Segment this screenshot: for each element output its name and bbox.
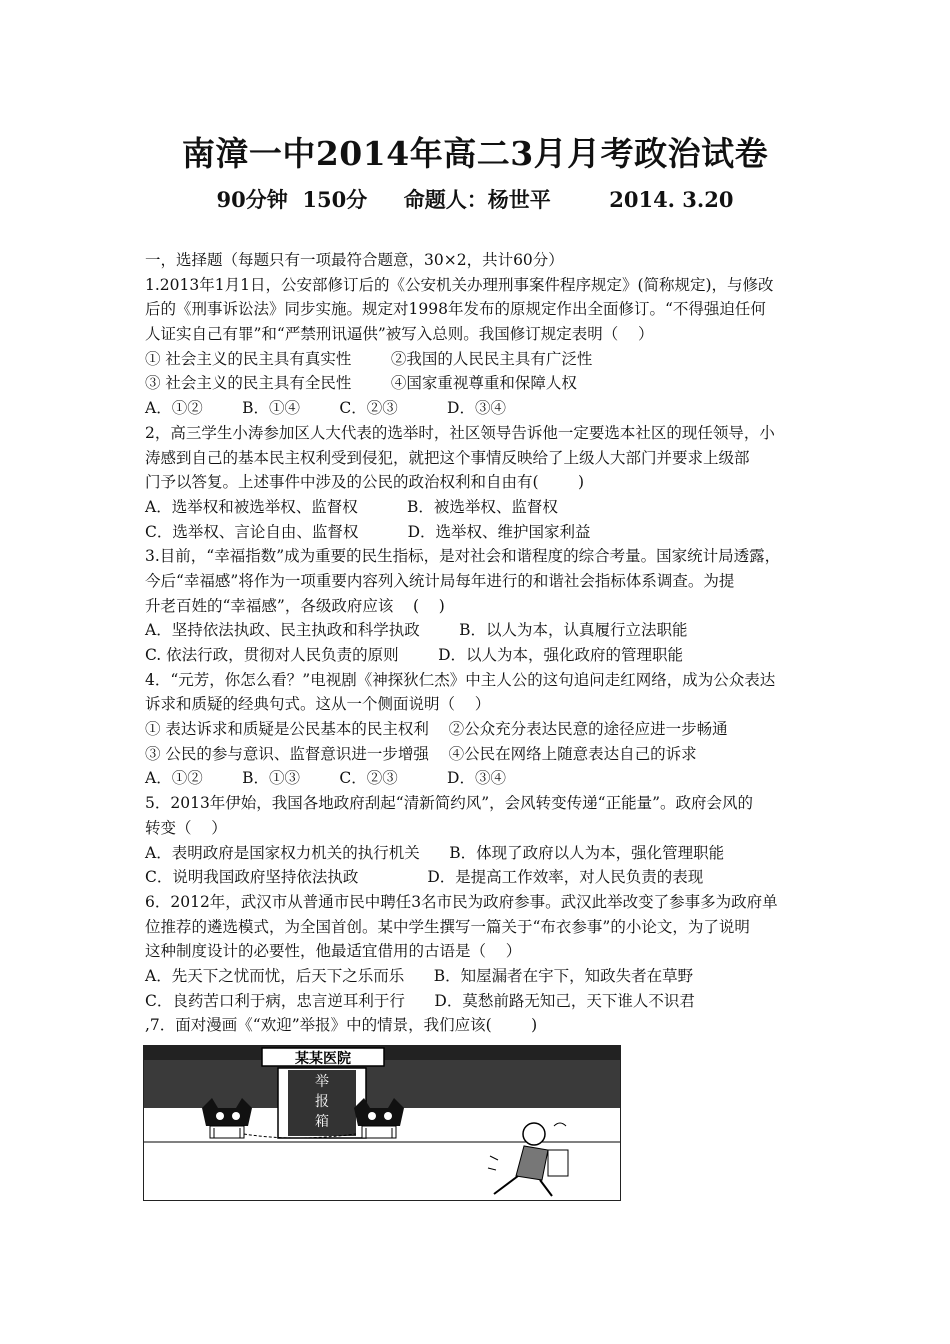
question-2-line: 门予以答复。上述事件中涉及的公民的政治权利和自由有( )	[145, 473, 585, 492]
cartoon-sign-text: 某某医院	[295, 1051, 351, 1067]
question-5-line: 5．2013年伊始，我国各地政府刮起“清新简约风”，会风转变传递“正能量”。政府会风的	[145, 794, 754, 813]
question-1-options: A．①② B．①④ C．②③ D．③④	[145, 399, 506, 418]
question-4-statement: ① 表达诉求和质疑是公民基本的民主权利 ②公众充分表达民意的途径应进一步畅通	[145, 720, 728, 739]
question-5-line: 转变（ ）	[145, 818, 227, 837]
question-6-line: 这种制度设计的必要性，他最适宜借用的古语是（ ）	[145, 942, 522, 961]
question-2-line: 2，高三学生小涛参加区人大代表的选举时，社区领导告诉他一定要选本社区的现任领导，小	[145, 423, 775, 442]
running-man-icon	[488, 1123, 568, 1196]
question-4-statement: ③ 公民的参与意识、监督意识进一步增强 ④公民在网络上随意表达自己的诉求	[145, 744, 697, 763]
question-3-options: A．坚持依法执政、民主执政和科学执政 B．以人为本，认真履行立法职能	[145, 621, 688, 640]
question-body	[145, 248, 815, 1038]
question-2-options: C．选举权、言论自由、监督权 D．选举权、维护国家利益	[145, 522, 591, 541]
cartoon-box-char: 举	[315, 1074, 329, 1090]
question-4-line: 4．“元芳，你怎么看？”电视剧《神探狄仁杰》中主人公的这句追问走红网络，成为公众表达	[145, 670, 776, 689]
question-3-options: C. 依法行政，贯彻对人民负责的原则 D．以人为本，强化政府的管理职能	[145, 646, 684, 664]
cartoon-illustration	[143, 1045, 621, 1201]
exam-info: 90分钟 150分 命题人：杨世平 2014. 3.20	[216, 187, 734, 212]
question-3-line: 今后“幸福感”将作为一项重要内容列入统计局每年进行的和谐社会指标体系调查。为提	[145, 571, 735, 590]
question-1-line: 后的《刑事诉讼法》同步实施。规定对1998年发布的原规定作出全面修订。“不得强迫任何	[145, 300, 766, 319]
question-6-options: A．先天下之忧而忧，后天下之乐而乐 B．知屋漏者在宇下，知政失者在草野	[145, 966, 694, 985]
question-4-line: 诉求和质疑的经典句式。这从一个侧面说明（ ）	[145, 695, 491, 714]
question-2-options: A．选举权和被选举权、监督权 B．被选举权、监督权	[145, 497, 558, 516]
question-1-statement: ③ 社会主义的民主具有全民性 ④国家重视尊重和保障人权	[145, 374, 577, 393]
cartoon-box-char: 报	[315, 1094, 329, 1110]
section-heading: 一，选择题（每题只有一项最符合题意，30×2，共计60分）	[145, 251, 564, 269]
question-2-line: 涛感到自己的基本民主权利受到侵犯，就把这个事情反映给了上级人大部门并要求上级部	[145, 448, 750, 467]
cartoon-drawing	[144, 1046, 620, 1200]
question-1-statement: ① 社会主义的民主具有真实性 ②我国的人民民主具有广泛性	[145, 349, 593, 368]
question-6-line: 6．2012年，武汉市从普通市民中聘任3名市民为政府参事。武汉此举改变了参事多为政府单	[145, 892, 778, 911]
question-1-line: 1.2013年1月1日，公安部修订后的《公安机关办理刑事案件程序规定》(简称规定)，与修改	[145, 275, 774, 294]
question-3-line: 3.目前，“幸福指数”成为重要的民生指标，是对社会和谐程度的综合考量。国家统计局透露，	[145, 547, 781, 566]
question-6-line: 位推荐的遴选模式，为全国首创。某中学生撰写一篇关于“布衣参事”的小论文，为了说明	[145, 917, 750, 936]
question-5-options: A．表明政府是国家权力机关的执行机关 B．体现了政府以人为本，强化管理职能	[145, 843, 725, 862]
page-title: 南漳一中2014年高二3月月考政治试卷	[181, 134, 769, 173]
cartoon-box-char: 箱	[315, 1114, 329, 1130]
question-1-line: 人证实自己有罪”和“严禁刑讯逼供”被写入总则。我国修订规定表明（ ）	[145, 325, 654, 344]
question-6-options: C．良药苦口利于病，忠言逆耳利于行 D．莫愁前路无知己，天下谁人不识君	[145, 991, 695, 1010]
question-4-options: A．①② B．①③ C．②③ D．③④	[145, 769, 506, 788]
question-7-line: ,7．面对漫画《“欢迎”举报》中的情景，我们应该( )	[145, 1016, 538, 1035]
question-5-options: C．说明我国政府坚持依法执政 D．是提高工作效率，对人民负责的表现	[145, 868, 704, 887]
question-3-line: 升老百姓的“幸福感”，各级政府应该 ( )	[145, 596, 445, 615]
